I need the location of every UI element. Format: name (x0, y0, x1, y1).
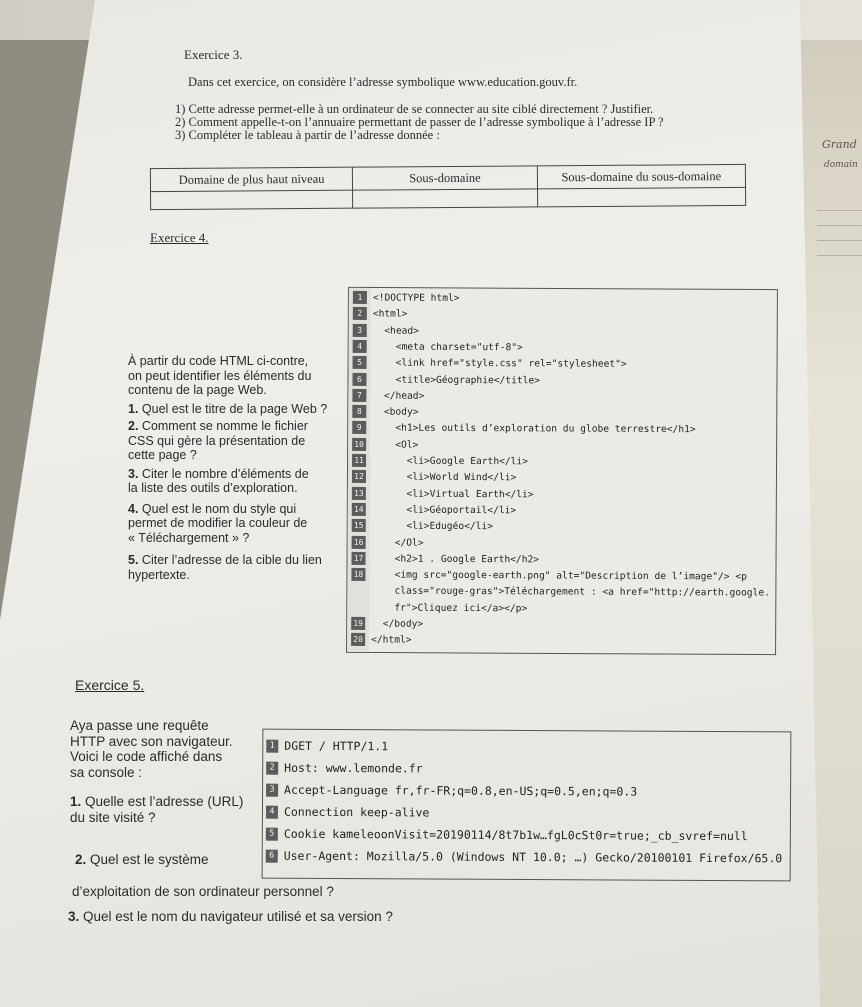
question-number: 3. (128, 466, 139, 481)
exercise-3-q1: 1) Cette adresse permet-elle à un ordinateur de se connecter au site ciblé directement ? Justifier. (175, 102, 654, 116)
question-number: 3. (68, 909, 80, 924)
line-number: 1 (266, 740, 278, 753)
http-text: Cookie kameleoonVisit=20190114/8t7b1w…fgL0cSt0r=true;_cb_svref=null (283, 826, 748, 844)
exercise-4-title: Exercice 4. (150, 230, 209, 245)
code-text: <li>Géoportail</li> (371, 504, 517, 517)
question-text: Citer le nombre d’éléments de (138, 466, 309, 481)
code-line (347, 601, 527, 618)
code-text: fr">Cliquez ici</a></p> (371, 602, 528, 615)
exercise-5-q2 (75, 852, 260, 868)
code-text: <li>Edugéo</li> (371, 520, 494, 533)
code-line (348, 438, 418, 454)
intro-line: on peut identifier les éléments du (128, 368, 312, 383)
code-text: <h1>Les outils d’exploration du globe terrestre</h1> (372, 422, 696, 436)
code-line (348, 519, 493, 536)
code-line (348, 503, 516, 520)
intro-line: contenu de la page Web. (128, 383, 267, 397)
code-text: <h2>1 . Google Earth</h2> (371, 553, 540, 566)
exercise-4-questions (128, 354, 350, 582)
question-number: 2. (75, 852, 87, 867)
intro-line: Aya passe une requête (70, 718, 209, 733)
code-text: <link href="style.css" rel="stylesheet"> (372, 357, 627, 371)
intro-line: sa console : (70, 764, 143, 780)
code-text: <html> (372, 308, 408, 320)
intro-line: HTTP avec son navigateur. (70, 733, 233, 749)
code-line (347, 584, 770, 602)
line-number: 2 (266, 762, 278, 775)
code-text: </Ol> (371, 537, 424, 549)
question-number: 2. (128, 419, 139, 433)
http-text: User-Agent: Mozilla/5.0 (Windows NT 10.0; …) Gecko/20100101 Firefox/65.0 (283, 848, 783, 866)
line-number: 5 (266, 828, 278, 841)
table-header: Sous-domaine (353, 166, 538, 190)
question-number: 5. (128, 553, 139, 567)
line-number: 5 (353, 356, 367, 369)
code-text: <Ol> (372, 439, 419, 451)
question-text: d’exploitation de son ordinateur personnel ? (72, 884, 334, 899)
question-text: Quel est le nom du navigateur utilisé et sa version ? (79, 909, 393, 924)
margin-note: Grand (822, 138, 857, 151)
line-number: 19 (351, 617, 365, 630)
code-line (349, 307, 408, 323)
code-line (348, 486, 534, 503)
code-line (348, 454, 528, 471)
http-line (263, 849, 783, 866)
code-text: </html> (371, 634, 412, 647)
question-text: Quelle est l’adresse (URL) (81, 794, 244, 809)
line-number: 15 (352, 519, 366, 532)
code-text: <title>Géographie</title> (372, 374, 541, 386)
question-number: 1. (128, 401, 139, 416)
question-text: Quel est le nom du style qui (138, 501, 297, 516)
question-text: la liste des outils d’exploration. (128, 481, 298, 495)
code-line (349, 323, 419, 339)
http-line (263, 739, 388, 754)
code-line (347, 552, 539, 569)
paper-stack-edge (817, 210, 862, 211)
line-number: 4 (353, 340, 367, 353)
code-line (348, 405, 418, 421)
code-text: <li>Google Earth</li> (372, 455, 529, 468)
code-text: <li>World Wind</li> (371, 471, 517, 484)
question-text: Quel est le titre de la page Web ? (138, 401, 328, 416)
line-number: 17 (352, 552, 366, 565)
code-text: <li>Virtual Earth</li> (371, 488, 534, 500)
question-text: Comment se nomme le fichier (138, 419, 308, 433)
table-header: Domaine de plus haut niveau (150, 167, 352, 191)
line-number: 2 (353, 307, 367, 320)
line-number: 6 (266, 850, 278, 863)
http-text: Connection keep-alive (283, 804, 430, 820)
http-text: Host: www.lemonde.fr (284, 760, 423, 776)
code-line (349, 356, 627, 373)
question-text: CSS qui gère la présentation de (128, 433, 306, 448)
question-number: 4. (128, 501, 139, 516)
line-number: 7 (352, 389, 366, 402)
line-number: 6 (352, 372, 366, 385)
question-text: permet de modifier la couleur de (128, 516, 308, 530)
paper-stack-edge (817, 255, 862, 256)
line-number: 8 (352, 405, 366, 418)
line-number: 12 (352, 470, 366, 483)
line-number: 14 (352, 503, 366, 516)
question-text: « Téléchargement » ? (128, 530, 250, 545)
http-line (263, 761, 423, 776)
paper-stack-edge (817, 240, 862, 241)
code-text: </head> (372, 390, 425, 402)
code-text: <meta charset="utf-8"> (372, 341, 523, 354)
code-line (347, 633, 412, 649)
question-text: Quel est le système (86, 852, 209, 867)
line-number: 11 (352, 454, 366, 467)
line-number: 13 (352, 486, 366, 499)
line-number: 9 (352, 421, 366, 434)
domain-table (150, 164, 746, 210)
line-number: 1 (353, 291, 367, 304)
exercise-5-intro (70, 718, 250, 825)
question-number: 1. (70, 794, 82, 809)
table-cell (353, 189, 538, 208)
code-line (348, 470, 516, 487)
table-header: Sous-domaine du sous-domaine (537, 164, 745, 188)
exercise-5-title: Exercice 5. (75, 677, 145, 693)
http-text: Accept-Language fr,fr-FR;q=0.8,en-US;q=0.5,en;q=0.3 (284, 782, 638, 799)
code-text: </body> (371, 618, 424, 630)
question-text: cette page ? (128, 448, 197, 462)
exercise-3-title: Exercice 3. (184, 47, 243, 62)
code-text: <img src="google-earth.png" alt="Description de l’image"/> <p (371, 569, 747, 583)
code-line (348, 421, 696, 439)
http-request-console (262, 729, 792, 882)
html-code-block (346, 287, 778, 655)
exercise-5-q3 (68, 910, 393, 925)
margin-note: domain (824, 160, 858, 170)
http-line (263, 783, 637, 799)
code-line (348, 389, 424, 405)
code-text: class="rouge-gras">Téléchargement : <a href="http://earth.google. (371, 585, 770, 599)
table-cell (151, 190, 353, 209)
code-line (349, 340, 523, 357)
line-number: 10 (352, 438, 366, 451)
exercise-3-q3: 3) Compléter le tableau à partir de l’adresse donnée : (175, 128, 440, 142)
intro-line: À partir du code HTML ci-contre, (128, 354, 309, 368)
code-text: <!DOCTYPE html> (372, 292, 460, 304)
code-line (347, 568, 747, 586)
code-line (348, 372, 540, 389)
line-number: 18 (351, 568, 365, 581)
question-text: du site visité ? (70, 809, 156, 825)
question-text: hypertexte. (128, 567, 190, 582)
line-number: 3 (266, 784, 278, 797)
http-text: DGET / HTTP/1.1 (284, 738, 389, 754)
code-line (348, 535, 424, 551)
line-number: 16 (352, 535, 366, 548)
http-line (263, 805, 429, 820)
code-text: <head> (372, 325, 419, 337)
line-number: 3 (353, 323, 367, 336)
exercise-3-q2: 2) Comment appelle-t-on l’annuaire permettant de passer de l’adresse symbolique à l’adresse IP ? (175, 115, 664, 129)
code-line (349, 291, 460, 308)
table-cell (537, 187, 745, 206)
http-line (263, 827, 748, 844)
code-line (347, 617, 423, 633)
paper-stack-edge (817, 225, 862, 226)
code-text: <body> (372, 406, 419, 418)
intro-line: Voici le code affiché dans (70, 749, 223, 764)
line-number: 4 (266, 806, 278, 819)
question-text: Citer l’adresse de la cible du lien (138, 553, 322, 567)
line-number: 20 (351, 633, 365, 646)
exercise-3-intro: Dans cet exercice, on considère l’adresse symbolique www.education.gouv.fr. (188, 75, 578, 89)
